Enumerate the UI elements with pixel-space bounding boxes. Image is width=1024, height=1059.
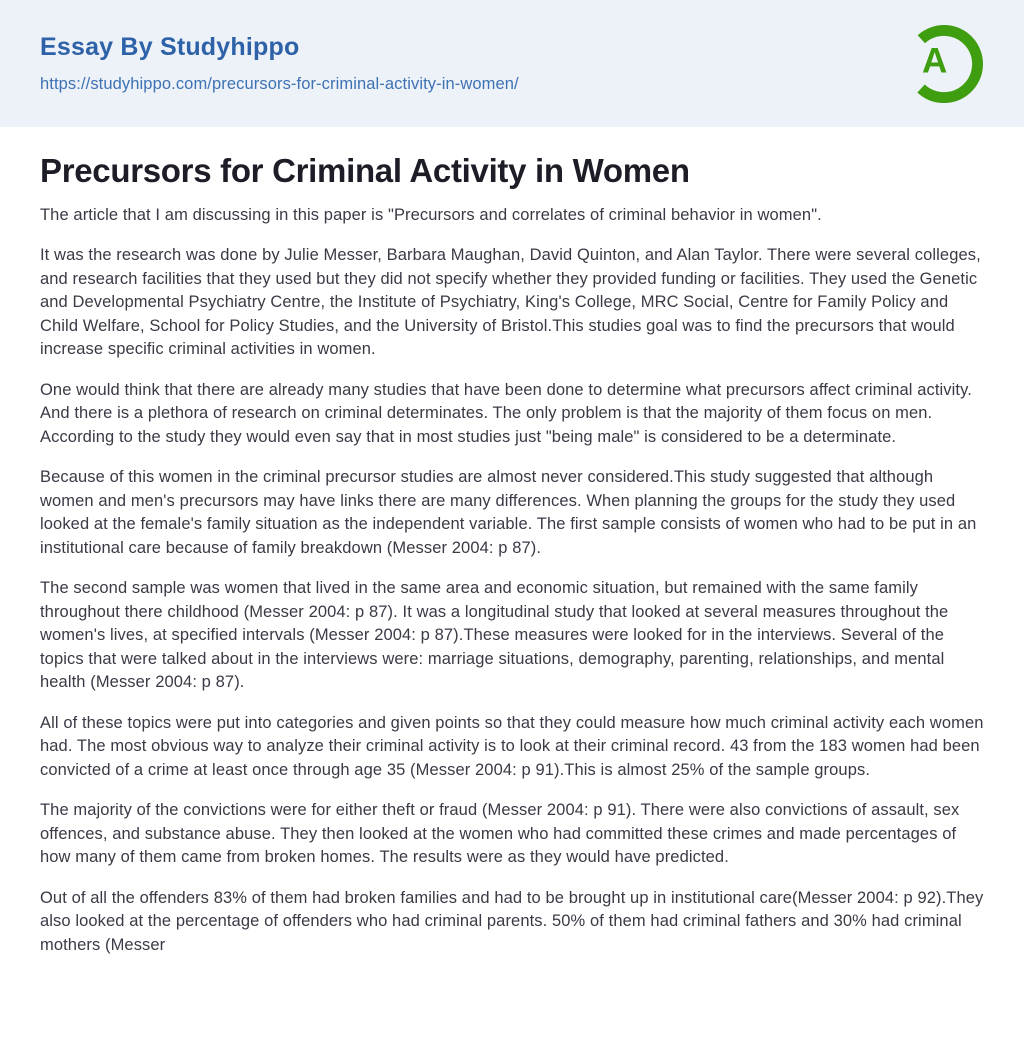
article-paragraph: All of these topics were put into categories and given points so that they could measure how much criminal activity each women had. The most obvious way to analyze their criminal activity is to look at their criminal record. 43 from the 183 women had been convicted of a crime at least once through age 35 (Messer 2004: p 91).This is almost 25% of the sample groups. [40, 713, 984, 779]
logo-letter: A [921, 41, 948, 81]
article-paragraph: One would think that there are already many studies that have been done to determine what precursors affect criminal activity. And there is a plethora of research on criminal determinates. The only problem is that the majority of them focus on men. According to the study they would even say that in most studies just "being male" is considered to be a determinate. [40, 380, 972, 446]
page-header [0, 0, 1024, 127]
article-paragraph: The majority of the convictions were for either theft or fraud (Messer 2004: p 91). There were also convictions of assault, sex offences, and substance abuse. They then looked at the women who had committed these crimes and made percentages of how many of them came from broken homes. The results were as they would have predicted. [40, 801, 960, 867]
article-paragraph: The article that I am discussing in this paper is "Precursors and correlates of criminal behavior in women". [40, 205, 822, 224]
article-paragraph: It was the research was done by Julie Messer, Barbara Maughan, David Quinton, and Alan Taylor. There were several colleges, and research facilities that they used but they did not specify whether they provided funding or facilities. They used the Genetic and Developmental Psychiatry Centre, the Institute of Psychiatry, King's College, MRC Social, Centre for Family Policy and Child Welfare, School for Policy Studies, and the University of Bristol.This studies goal was to find the precursors that would increase specific criminal activities in women. [40, 246, 981, 359]
article-paragraph: Out of all the offenders 83% of them had broken families and had to be brought up in institutional care(Messer 2004: p 92).They also looked at the percentage of offenders who had criminal parents. 50% of them had criminal fathers and 30% had criminal mothers (Messer [40, 888, 984, 954]
studyhippo-logo-icon [905, 22, 983, 106]
essay-article [0, 127, 1024, 1014]
page-title: Precursors for Criminal Activity in Women [40, 152, 690, 189]
essay-url-link[interactable]: https://studyhippo.com/precursors-for-criminal-activity-in-women/ [40, 74, 519, 93]
article-paragraph: Because of this women in the criminal precursor studies are almost never considered.This study suggested that although women and men's precursors may have links there are many differences. When planning the groups for the study they used looked at the female's family situation as the independent variable. The first sample consists of women who had to be put in an institutional care because of family breakdown (Messer 2004: p 87). [40, 468, 977, 557]
site-title: Essay By Studyhippo [40, 33, 300, 62]
header-text-block [40, 33, 519, 94]
article-paragraph: The second sample was women that lived in the same area and economic situation, but remained with the same family throughout there childhood (Messer 2004: p 87). It was a longitudinal study that looked at several measures throughout the women's lives, at specified intervals (Messer 2004: p 87).These measures were looked for in the interviews. Several of the topics that were talked about in the interviews were: marriage situations, demography, parenting, relationships, and mental health (Messer 2004: p 87). [40, 579, 949, 692]
article-body [40, 204, 986, 958]
